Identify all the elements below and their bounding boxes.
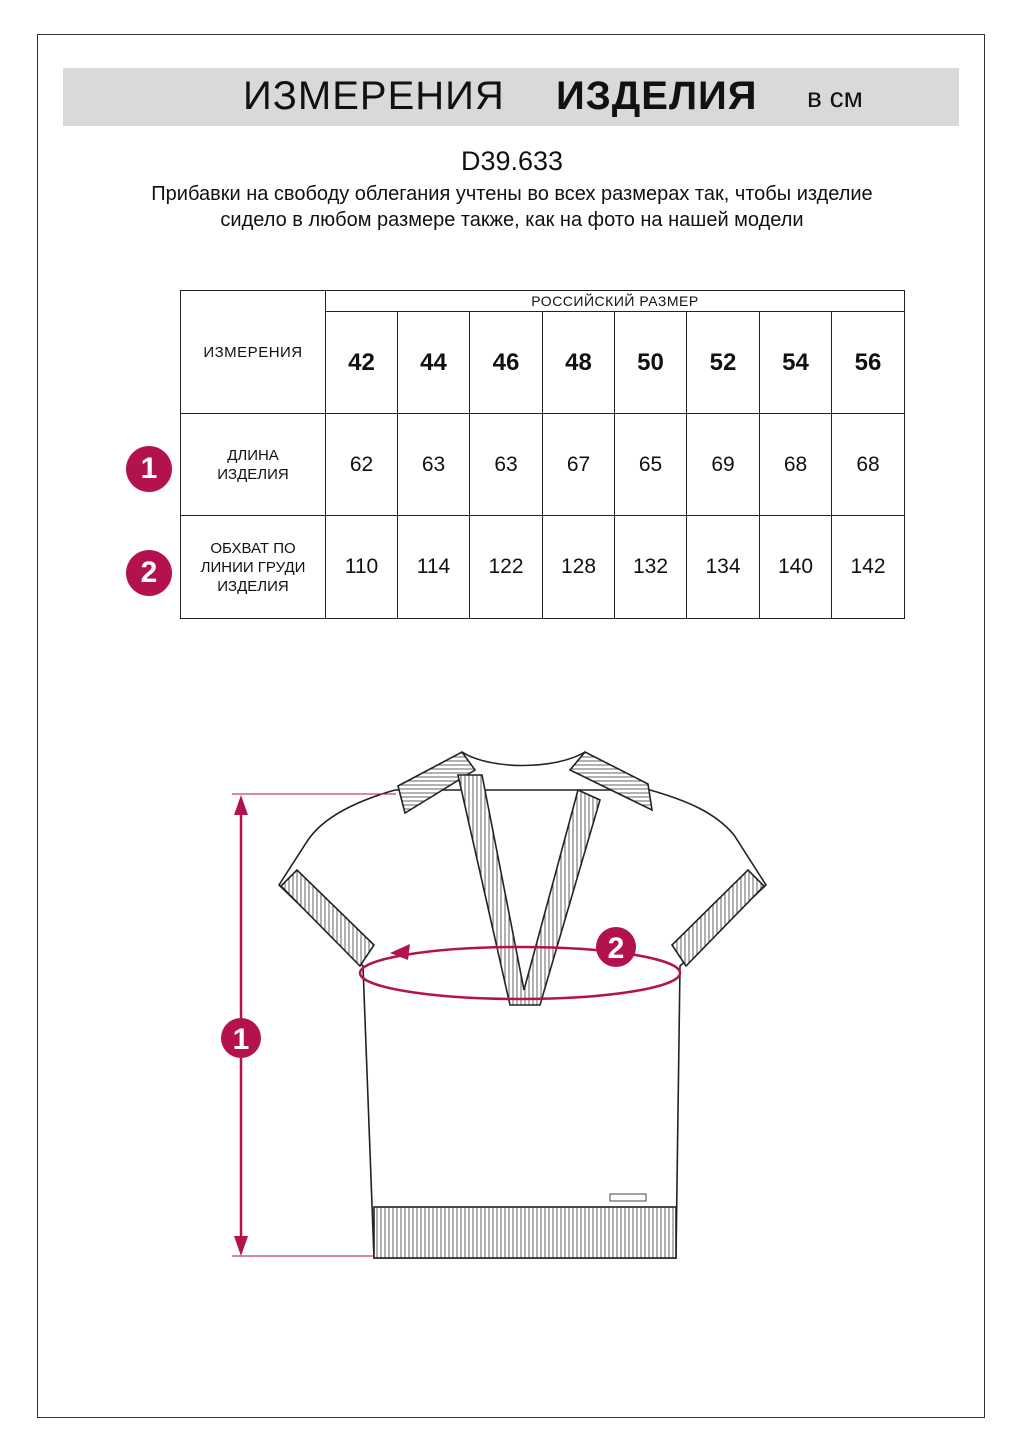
polo-shirt-sketch (279, 752, 766, 1258)
row-label-chest: ОБХВАТ ПО ЛИНИИ ГРУДИ ИЗДЕЛИЯ (181, 516, 326, 619)
table-cell: 128 (543, 516, 615, 619)
row-badge-chest: 2 (126, 550, 172, 596)
table-cell: 62 (326, 414, 398, 516)
size-cell: 52 (687, 312, 760, 414)
table-cell: 67 (543, 414, 615, 516)
measure-header: ИЗМЕРЕНИЯ (181, 291, 326, 414)
size-cell: 56 (832, 312, 905, 414)
table-cell: 68 (832, 414, 905, 516)
table-cell: 110 (326, 516, 398, 619)
table-cell: 69 (687, 414, 760, 516)
table-cell: 63 (470, 414, 543, 516)
fit-note: Прибавки на свободу облегания учтены во всех размерах так, чтобы изделие сидело в любом размере также, как на фото на нашей модели (151, 183, 873, 231)
size-cell: 46 (470, 312, 543, 414)
title-unit: в см (807, 82, 863, 113)
article-code: D39.633 (460, 146, 564, 176)
title-garment: ИЗДЕЛИЯ (556, 74, 758, 118)
table-cell: 114 (398, 516, 470, 619)
table-cell: 68 (760, 414, 832, 516)
table-cell: 65 (615, 414, 687, 516)
table-cell: 140 (760, 516, 832, 619)
size-cell: 54 (760, 312, 832, 414)
size-cell: 48 (543, 312, 615, 414)
table-cell: 63 (398, 414, 470, 516)
length-marker: 1 (232, 1023, 250, 1056)
size-cell: 50 (615, 312, 687, 414)
size-cell: 42 (326, 312, 398, 414)
size-cell: 44 (398, 312, 470, 414)
size-system-header: РОССИЙСКИЙ РАЗМЕР (326, 291, 905, 312)
table-cell: 134 (687, 516, 760, 619)
chest-marker: 2 (607, 932, 625, 965)
row-badge-length: 1 (126, 446, 172, 492)
table-cell: 122 (470, 516, 543, 619)
title-measurements: ИЗМЕРЕНИЯ (243, 74, 505, 118)
table-cell: 142 (832, 516, 905, 619)
row-label-length: ДЛИНА ИЗДЕЛИЯ (181, 414, 326, 516)
table-cell: 132 (615, 516, 687, 619)
